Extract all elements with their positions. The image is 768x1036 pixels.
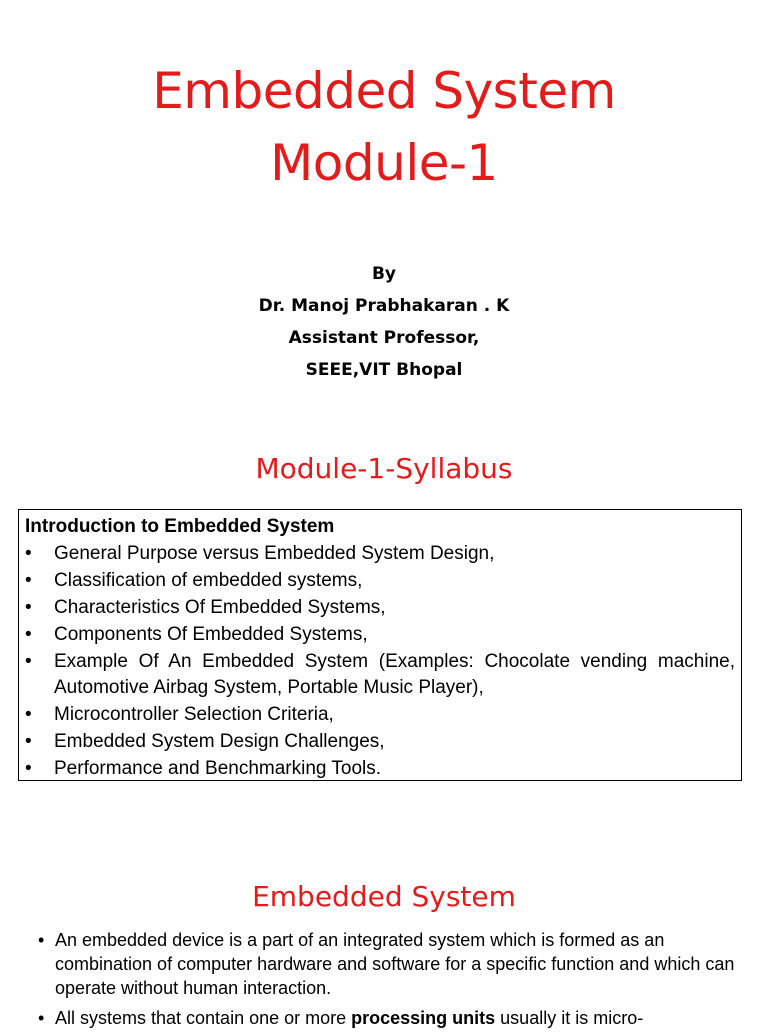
bullet-icon: • (38, 1008, 45, 1028)
processing-units-emphasis: processing units (351, 1008, 496, 1028)
list-item: • An embedded device is a part of an integrated system which is formed as an combination of computer hardware and software for a specific function and which can operate without human interaction. (38, 930, 735, 998)
title-slide (0, 0, 768, 430)
syllabus-title: Module-1-Syllabus (255, 452, 513, 485)
bullet-icon: • (25, 569, 32, 591)
syllabus-item: • Example Of An Embedded System (Examples: Chocolate vending machine, Automotive Airbag System, Portable Music Player), (25, 649, 735, 703)
bullet-icon: • (25, 542, 32, 564)
syllabus-box (18, 509, 742, 781)
syllabus-slide (0, 430, 768, 830)
author-designation: Assistant Professor, (288, 328, 480, 348)
bullet-icon: • (25, 596, 32, 618)
syllabus-item: • General Purpose versus Embedded System Design, (25, 541, 735, 568)
slide-title-line-2: Module-1 (270, 134, 498, 192)
bullet-icon: • (25, 731, 32, 753)
syllabus-item: • Embedded System Design Challenges, (25, 729, 735, 756)
bullet-icon: • (25, 704, 32, 726)
syllabus-item: • Microcontroller Selection Criteria, (25, 702, 735, 729)
embedded-system-title: Embedded System (252, 880, 516, 913)
author-affiliation: SEEE,VIT Bhopal (305, 360, 463, 380)
syllabus-item: • Components Of Embedded Systems, (25, 622, 735, 649)
bullet-icon: • (38, 930, 45, 950)
syllabus-item: • Classification of embedded systems, (25, 568, 735, 595)
bullet-icon: • (25, 758, 32, 780)
author-name: Dr. Manoj Prabhakaran . K (258, 296, 510, 316)
bullet-icon: • (25, 623, 32, 645)
embedded-system-bullets (38, 928, 750, 1036)
syllabus-item: • Characteristics Of Embedded Systems, (25, 595, 735, 622)
slide-title-line-1: Embedded System (152, 62, 616, 120)
author-by: By (371, 264, 397, 284)
bullet-icon: • (25, 650, 32, 672)
syllabus-item: • Performance and Benchmarking Tools. (25, 756, 735, 783)
embedded-system-slide (0, 830, 768, 1028)
list-item: • All systems that contain one or more processing units usually it is micro- (38, 1008, 644, 1028)
syllabus-heading: Introduction to Embedded System (25, 516, 335, 537)
